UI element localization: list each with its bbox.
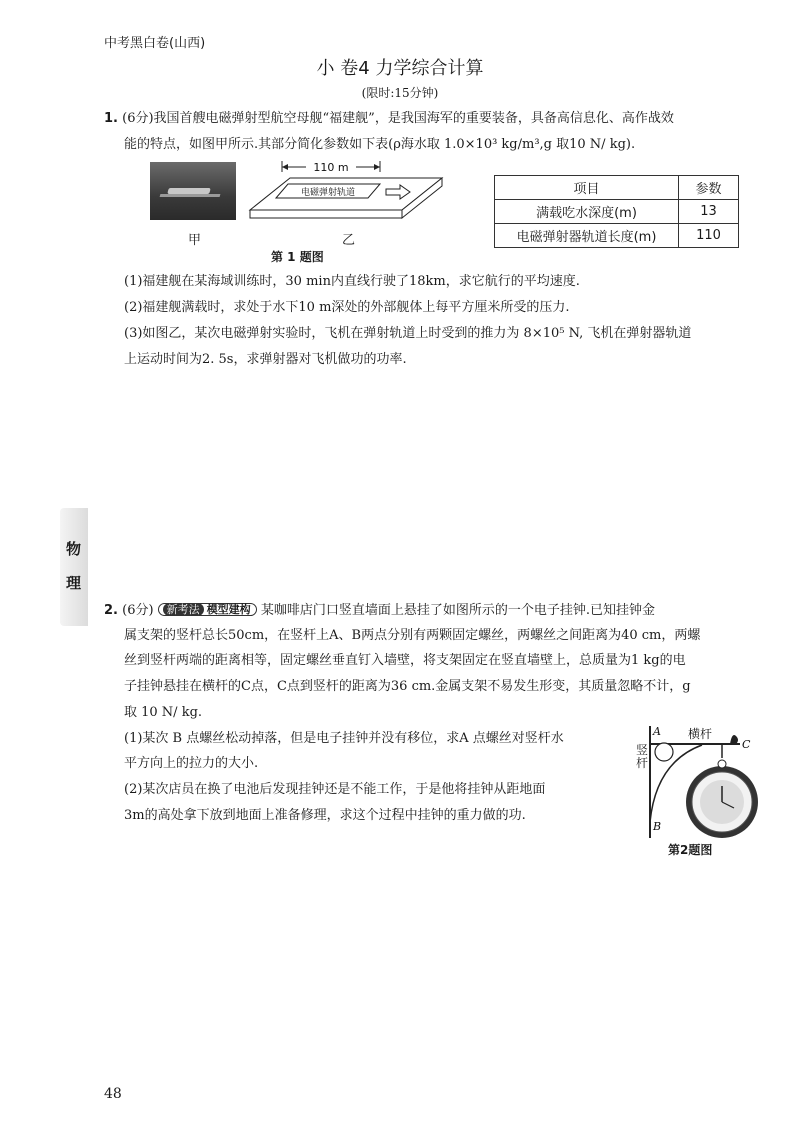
dim-arrow-right (374, 164, 380, 170)
photo-wake (160, 194, 221, 197)
q1-number: 1. (104, 111, 118, 126)
q2-sub1-line2: 平方向上的拉力的大小. (124, 756, 259, 771)
figure2-caption: 第2题图 (668, 843, 713, 857)
label-b: B (653, 820, 662, 833)
side-tab-char-1: 物 (66, 540, 82, 558)
q2-line4: 子挂钟悬挂在横杆的C点，C点到竖杆的距离为36 cm.金属支架不易发生形变，其质量忽略不计，g (124, 679, 691, 694)
q1-line2: 能的特点，如图甲所示.其部分简化参数如下表(ρ海水取 1.0×10³ kg/m³,g 取10 N/ kg). (124, 137, 636, 152)
figure1-caption: 第 1 题图 (271, 250, 324, 264)
q1-sub3-line2: 上运动时间为2. 5s，求弹射器对飞机做功的功率. (124, 352, 407, 367)
track-length-label: 110 m (313, 161, 349, 174)
table-row (495, 200, 739, 224)
clock-top-knob (718, 760, 726, 768)
slab-front (250, 210, 402, 218)
photo-ship (167, 188, 211, 194)
q2-line5: 取 10 N/ kg. (124, 705, 203, 720)
catapult-track-diagram (246, 158, 456, 228)
side-tab-char-2: 理 (66, 574, 82, 592)
table-header-cell: 参数 (679, 176, 739, 200)
dim-arrow-left (282, 164, 288, 170)
badge-part-a: 新考法 (163, 603, 204, 616)
q2-sub1-line1: (1)某次 B 点螺丝松动掉落，但是电子挂钟并没有移位，求A 点螺丝对竖杆水 (124, 731, 564, 746)
q1-sub2: (2)福建舰满载时，求处于水下10 m深处的外部舰体上每平方厘米所受的压力. (124, 300, 570, 315)
badge-part-b: 模型建构 (206, 603, 251, 616)
figure-label-jia: 甲 (188, 233, 202, 248)
q2-text-line1: 某咖啡店门口竖直墙面上悬挂了如图所示的一个电子挂钟.已知挂钟金 (260, 603, 655, 618)
time-limit: (限时:15分钟) (361, 86, 439, 100)
subject-side-tab (60, 508, 88, 626)
label-henggan: 横杆 (688, 727, 713, 741)
q2-line2: 属支架的竖杆总长50cm，在竖杆上A、B两点分别有两颗固定螺丝，两螺丝之间距离为40 cm，两螺 (124, 628, 701, 643)
page-title: 小 卷4 力学综合计算 (316, 58, 484, 79)
page-number: 48 (104, 1086, 122, 1102)
table-cell: 电磁弹射器轨道长度(m) (495, 224, 679, 248)
q2-sub2-line2: 3m的高处拿下放到地面上准备修理，求这个过程中挂钟的重力做的功. (124, 808, 526, 823)
track-text: 电磁弹射轨道 (300, 188, 356, 198)
q2-points: (6分) (122, 603, 154, 618)
table-header-cell: 项目 (495, 176, 679, 200)
header-tag: 中考黑白卷(山西) (104, 36, 206, 51)
ornament-circle (655, 743, 673, 761)
label-c: C (742, 738, 751, 751)
table-row (495, 224, 739, 248)
table-cell: 满载吃水深度(m) (495, 200, 679, 224)
figure-label-yi: 乙 (342, 233, 356, 248)
parameters-table (494, 175, 739, 248)
finial-icon (730, 735, 738, 744)
table-cell: 110 (679, 224, 739, 248)
q2-line3: 丝到竖杆两端的距离相等，固定螺丝垂直钉入墙壁，将支架固定在竖直墙壁上，总质量为1 kg的电 (124, 653, 686, 668)
label-a: A (653, 725, 661, 738)
table-cell: 13 (679, 200, 739, 224)
q2-sub2-line1: (2)某次店员在换了电池后发现挂钟还是不能工作，于是他将挂钟从距地面 (124, 782, 546, 797)
new-method-badge (158, 603, 257, 616)
q1-sub3-line1: (3)如图乙，某次电磁弹射实验时，飞机在弹射轨道上时受到的推力为 8×10⁵ N, 飞机在弹射器轨道 (124, 326, 692, 341)
label-shugan: 竖杆 (636, 743, 649, 770)
q2-number: 2. (104, 603, 118, 618)
q1-text-line1: (6分)我国首艘电磁弹射型航空母舰“福建舰”，是我国海军的重要装备，具备高信息化、高作战效 (122, 111, 674, 126)
q2-line1 (104, 603, 655, 617)
table-header-row (495, 176, 739, 200)
q1-sub1: (1)福建舰在某海域训练时，30 min内直线行驶了18km，求它航行的平均速度. (124, 274, 580, 289)
q1-line1 (104, 112, 674, 125)
